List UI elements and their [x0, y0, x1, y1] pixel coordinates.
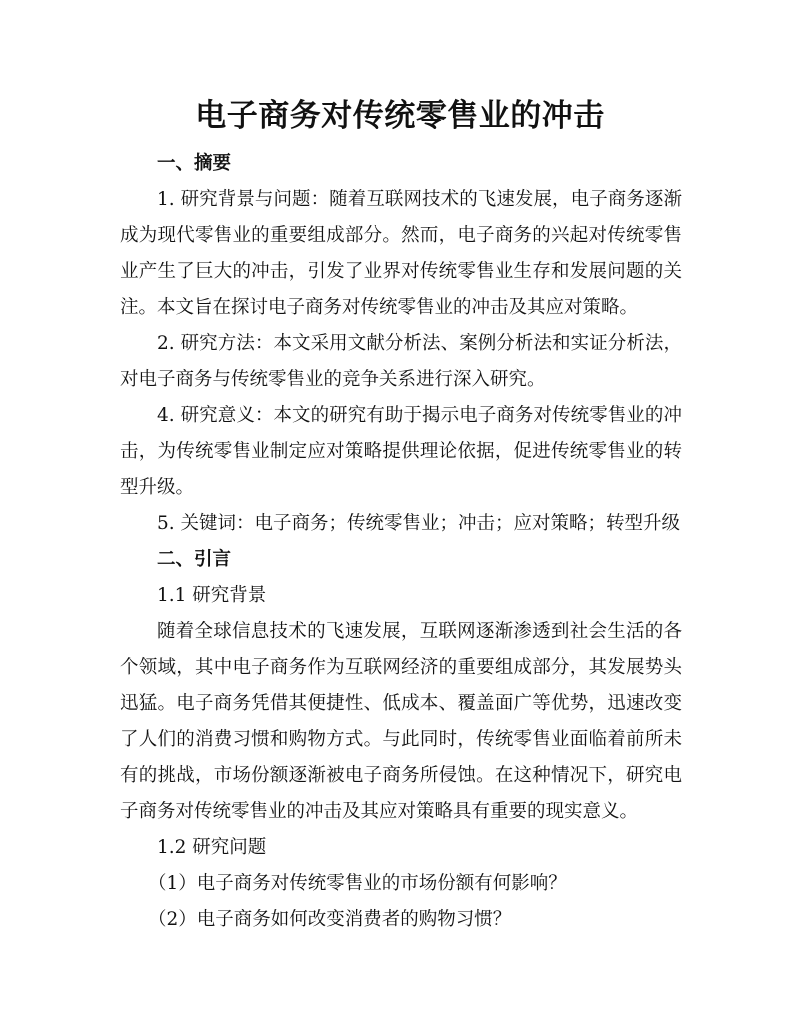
research-question-2: （2）电子商务如何改变消费者的购物习惯？	[148, 909, 512, 930]
subsection-heading-questions: 1.2 研究问题	[157, 837, 267, 858]
document-title: 电子商务对传统零售业的冲击	[195, 98, 605, 134]
abstract-paragraph-methods: 2. 研究方法：本文采用文献分析法、案例分析法和实证分析法，对电子商务与传统零售业的竞争关系进行深入研究。	[120, 333, 682, 390]
subsection-heading-background: 1.1 研究背景	[157, 585, 267, 606]
research-question-1: （1）电子商务对传统零售业的市场份额有何影响？	[148, 873, 567, 894]
section-heading-abstract: 一、摘要	[157, 153, 232, 174]
abstract-paragraph-keywords: 5. 关键词：电子商务；传统零售业；冲击；应对策略；转型升级	[157, 513, 681, 534]
abstract-paragraph-significance: 4. 研究意义：本文的研究有助于揭示电子商务对传统零售业的冲击，为传统零售业制定应对策略提供理论依据，促进传统零售业的转型升级。	[120, 405, 682, 498]
intro-paragraph-background: 随着全球信息技术的飞速发展，互联网逐渐渗透到社会生活的各个领域，其中电子商务作为互联网经济的重要组成部分，其发展势头迅猛。电子商务凭借其便捷性、低成本、覆盖面广等优势，迅速改变了人们的消费习惯和购物方式。与此同时，传统零售业面临着前所未有的挑战，市场份额逐渐被电子商务所侵蚀。在这种情况下，研究电子商务对传统零售业的冲击及其应对策略具有重要的现实意义。	[120, 621, 682, 822]
document-body	[120, 146, 682, 938]
section-heading-intro: 二、引言	[157, 549, 232, 570]
abstract-paragraph-background: 1. 研究背景与问题：随着互联网技术的飞速发展，电子商务逐渐成为现代零售业的重要组成部分。然而，电子商务的兴起对传统零售业产生了巨大的冲击，引发了业界对传统零售业生存和发展问题的关注。本文旨在探讨电子商务对传统零售业的冲击及其应对策略。	[120, 189, 682, 318]
